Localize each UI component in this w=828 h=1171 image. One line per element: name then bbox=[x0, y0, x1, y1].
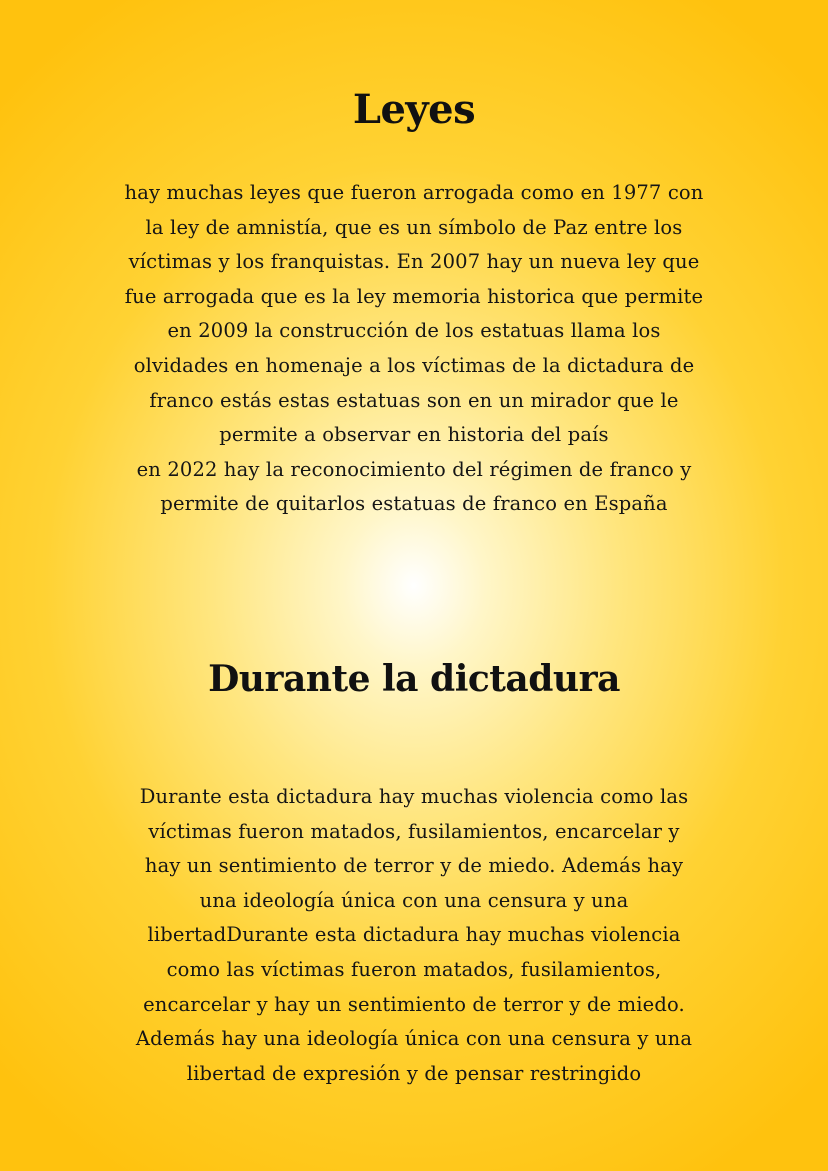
section-body-dictadura bbox=[40, 780, 788, 1091]
section-title-leyes: Leyes bbox=[352, 86, 476, 133]
text-line: en 2009 la construcción de los estatuas llama los bbox=[167, 319, 661, 343]
text-line: una ideología única con una censura y una bbox=[199, 888, 629, 912]
text-line: en 2022 hay la reconocimiento del régimen de franco y bbox=[136, 457, 692, 481]
text-line: víctimas fueron matados, fusilamientos, encarcelar y bbox=[148, 819, 680, 843]
text-line: permite de quitarlos estatuas de franco en España bbox=[160, 492, 668, 516]
text-line: franco estás estas estatuas son en un mirador que le bbox=[149, 388, 679, 412]
text-line: permite a observar en historia del país bbox=[219, 423, 609, 447]
text-line: libertad de expresión y de pensar restringido bbox=[186, 1061, 642, 1085]
text-line: fue arrogada que es la ley memoria historica que permite bbox=[124, 284, 704, 308]
section-title-dictadura: Durante la dictadura bbox=[208, 658, 620, 700]
text-line: Durante esta dictadura hay muchas violencia como las bbox=[139, 785, 689, 808]
text-line: olvidades en homenaje a los víctimas de la dictadura de bbox=[133, 353, 695, 377]
text-line: hay un sentimiento de terror y de miedo. Además hay bbox=[144, 854, 684, 878]
text-line: como las víctimas fueron matados, fusilamientos, bbox=[166, 957, 662, 981]
text-line: hay muchas leyes que fueron arrogada como en 1977 con bbox=[124, 181, 704, 204]
section-body-leyes bbox=[40, 176, 788, 522]
text-line: encarcelar y hay un sentimiento de terror y de miedo. bbox=[143, 992, 685, 1016]
text-line: libertadDurante esta dictadura hay muchas violencia bbox=[147, 923, 681, 947]
text-line: la ley de amnistía, que es un símbolo de Paz entre los bbox=[145, 215, 683, 239]
text-line: Además hay una ideología única con una censura y una bbox=[135, 1027, 693, 1051]
text-line: víctimas y los franquistas. En 2007 hay un nueva ley que bbox=[128, 250, 700, 274]
